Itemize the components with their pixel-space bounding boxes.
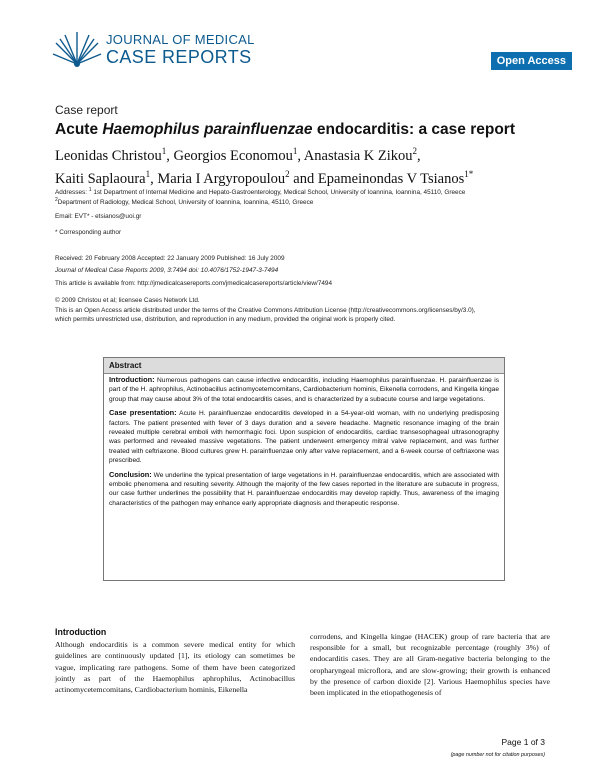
abstract-introduction [109, 375, 499, 404]
abstract-conclusion [109, 470, 499, 509]
article-type: Case report [55, 103, 118, 117]
title-prefix: Acute [55, 121, 103, 138]
abstract-heading: Abstract [104, 358, 504, 374]
intro-text: Numerous pathogens can cause infective endocarditis, including Haemophilus parainfluenzae. H. parainfluenzae is part of the H. aphrophilus, Actinobacillus actinomycetemcomitans, Cardiobacterium hominis, Eikenella corrodens, and Kingella kingae group that may cause about 3% of the total endocarditis cases, and is characterized by a subacute course and large vegetations. [109, 377, 499, 403]
copyright-line: © 2009 Christou et al; licensee Cases Network Ltd. [55, 297, 200, 304]
journal-logo[interactable] [52, 28, 255, 68]
author-affiliation: 1 [292, 146, 298, 156]
address-2 [55, 196, 555, 207]
title-organism: Haemophilus parainfluenzae [102, 121, 313, 138]
journal-name-line2: CASE REPORTS [106, 47, 252, 67]
license-line-1[interactable]: This is an Open Access article distributed under the terms of the Creative Commons Attribution License (http://creativecommons.org/licenses/by/3.0), [55, 307, 476, 314]
introduction-heading: Introduction [55, 627, 107, 637]
license-line-2: which permits unrestricted use, distribution, and reproduction in any medium, provided the original work is properly cited. [55, 316, 396, 323]
case-text: Acute H. parainfluenzae endocarditis developed in a 54-year-old woman, with no underlying predisposing factors. The patient presented with fever of 3 days duration and a severe headache. Magnetic resonance imaging of the brain revealed multiple cerebral emboli with hemorrhagic foci. Upon suspicion of endocarditis, cardiac transesophageal ultrasonography was performed and revealed massive vegetations. The patient underwent emergency mitral valve replacement, and was further treated with ceftriaxone. Blood cultures grew H. parainfluenzae only after valve replacement, and a 6-week course of ceftriaxone was prescribed. [109, 410, 499, 465]
dates-line: Received: 20 February 2008 Accepted: 22 January 2009 Published: 16 July 2009 [55, 255, 285, 262]
case-label: Case presentation: [109, 408, 177, 418]
email-line[interactable]: Email: EVT* - etsianos@uoi.gr [55, 213, 142, 220]
author-separator: and [289, 170, 318, 187]
citation-line: Journal of Medical Case Reports 2009, 3:7494 doi: 10.4076/1752-1947-3-7494 [55, 267, 279, 274]
conclusion-label: Conclusion: [109, 469, 152, 479]
author-affiliation: 2 [285, 168, 290, 179]
title-suffix: endocarditis: a case report [312, 121, 515, 138]
intro-paragraph-left: Although endocarditis is a common severe medical entity for which guidelines are continuously updated [1], its etiology can sometimes be vague, implicating rare pathogens. Some of them have been categorized jointly as part of the Haemophilus aphrophilus, Actinobacillus actinomycetemcomitans, Cardiobacterium hominis, Eikenella [55, 640, 295, 695]
author-name: Georgios Economou [173, 147, 293, 164]
addr1-sup: 1 [88, 187, 92, 193]
author-name: Epameinondas V Tsianos [317, 170, 465, 187]
author-separator: , [150, 170, 158, 187]
page-number-note: (page number not for citation purposes) [450, 752, 545, 758]
article-title [55, 121, 515, 139]
availability-line[interactable]: This article is available from: http://jmedicalcasereports.com/jmedicalcasereports/article/view/7494 [55, 280, 333, 287]
addr2-text: Department of Radiology, Medical School, University of Ioannina, Ioannina, 45110, Greece [57, 199, 314, 207]
abstract-case-presentation [109, 408, 499, 465]
abstract-box [103, 357, 505, 581]
author-name: Leonidas Christou [55, 147, 162, 164]
author-affiliation: 1* [464, 168, 474, 179]
logo-sunburst-icon [52, 28, 102, 68]
author-affiliation: 2 [412, 146, 418, 156]
open-access-badge: Open Access [491, 52, 572, 70]
author-separator: , [417, 147, 421, 164]
page-number: Page 1 of 3 [501, 737, 545, 747]
author-list [55, 142, 575, 188]
author-name: Anastasia K Zikou [303, 147, 413, 164]
author-name: Maria I Argyropoulou [157, 170, 286, 187]
author-affiliation: 1 [161, 146, 167, 156]
corresponding-author: * Corresponding author [55, 229, 122, 236]
conclusion-text: We underline the typical presentation of large vegetations in H. parainfluenzae endocarditis, which are associated with embolic phenomena and resulting severity. Although the majority of the few cases reported in the literature are subacute in progress, our case further underlines the possibility that H. parainfluenzae endocarditis may develop rapidly. Thus, awareness of the imaging characteristics of the pathogen may enhance early appropriate diagnosis and therapeutic response. [109, 471, 499, 507]
intro-label: Introduction: [109, 375, 155, 384]
addr2-sup: 2 [55, 197, 58, 203]
author-affiliation: 1 [145, 168, 151, 179]
addresses-label: Addresses: [55, 189, 89, 197]
body-column-left [55, 627, 295, 695]
body-column-right [310, 631, 550, 698]
author-separator: , [166, 147, 174, 164]
author-name: Kaiti Saplaoura [55, 170, 146, 187]
intro-paragraph-right: corrodens, and Kingella kingae (HACEK) group of rare bacteria that are responsible for a small, but recognizable percentage (roughly 3%) of endocarditis cases. They are all Gram-negative bacteria belonging to the oropharyngeal microflora, and are slow-growing; their growth is enhanced by the presence of carbon dioxide [2]. Various Haemophilus species have been implicated in the etiopathogenesis of [310, 632, 550, 698]
author-separator: , [297, 147, 304, 164]
journal-name-line1: JOURNAL OF MEDICAL [106, 32, 255, 47]
addr1-text: 1st Department of Internal Medicine and Hepato-Gastroenterology, Medical School, University of Ioannina, Ioannina, 45110, Greece [93, 189, 466, 197]
